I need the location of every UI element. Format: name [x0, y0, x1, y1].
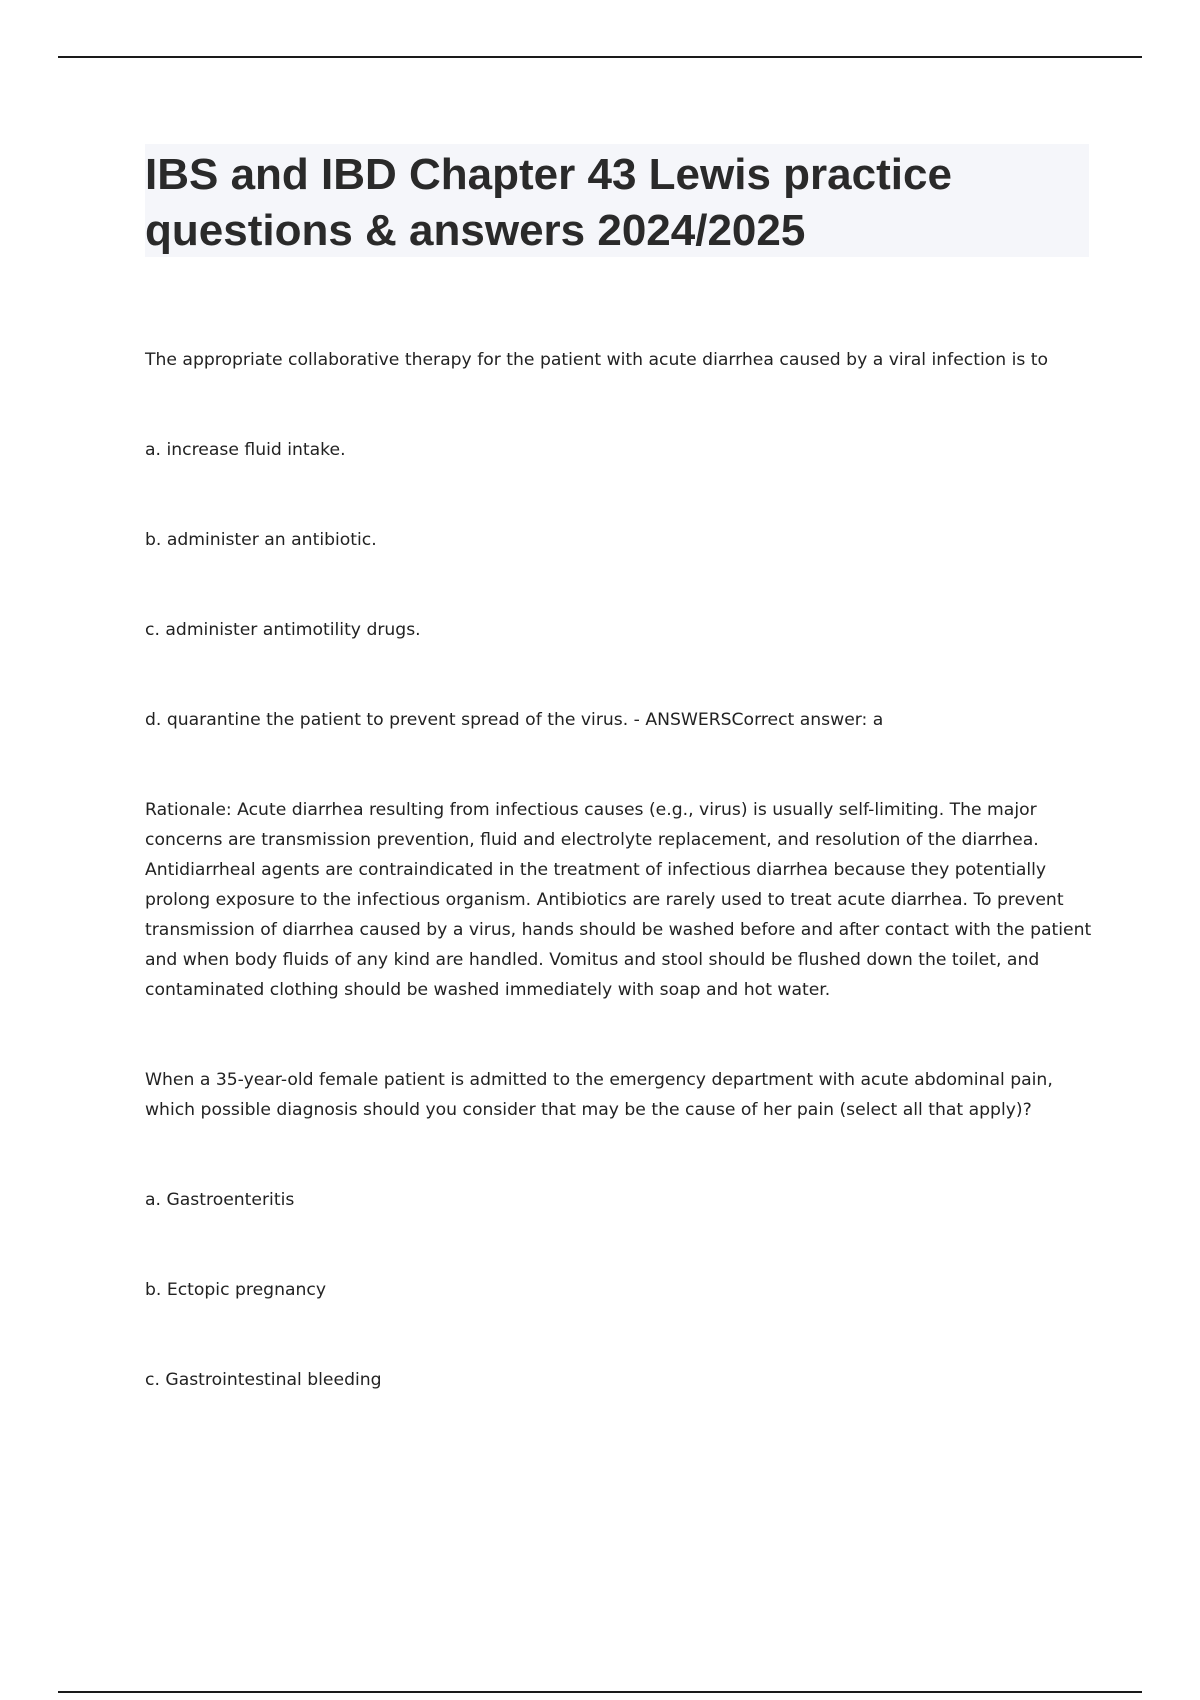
answer-option: d. quarantine the patient to prevent spread of the virus. - ANSWERSCorrect answer: a [145, 710, 884, 730]
question-stem: The appropriate collaborative therapy for the patient with acute diarrhea caused by a viral infection is to [145, 350, 1049, 370]
document-body [145, 345, 1095, 1395]
document-title: IBS and IBD Chapter 43 Lewis practice questions & answers 2024/2025 [145, 150, 952, 255]
answer-option: b. administer an antibiotic. [145, 530, 377, 550]
answer-option: b. Ectopic pregnancy [145, 1280, 327, 1300]
answer-option: a. Gastroenteritis [145, 1190, 295, 1210]
title-banner [145, 144, 1089, 257]
bottom-rule [58, 1691, 1142, 1693]
rationale-text: Rationale: Acute diarrhea resulting from infectious causes (e.g., virus) is usually self-limiting. The major concerns are transmission prevention, fluid and electrolyte replacement, and resolution of the diarrhea. Antidiarrheal agents are contraindicated in the treatment of infectious diarrhea because they potentially prolong exposure to the infectious organism. Antibiotics are rarely used to treat acute diarrhea. To prevent transmission of diarrhea caused by a virus, hands should be washed before and after contact with the patient and when body fluids of any kind are handled. Vomitus and stool should be flushed down the toilet, and contaminated clothing should be washed immediately with soap and hot water. [145, 800, 1092, 1000]
answer-option: c. Gastrointestinal bleeding [145, 1370, 382, 1390]
question-stem: When a 35-year-old female patient is admitted to the emergency department with acute abdominal pain, which possible diagnosis should you consider that may be the cause of her pain (select all that apply)? [145, 1070, 1053, 1120]
answer-option: a. increase fluid intake. [145, 440, 346, 460]
top-rule [58, 56, 1142, 58]
answer-option: c. administer antimotility drugs. [145, 620, 421, 640]
